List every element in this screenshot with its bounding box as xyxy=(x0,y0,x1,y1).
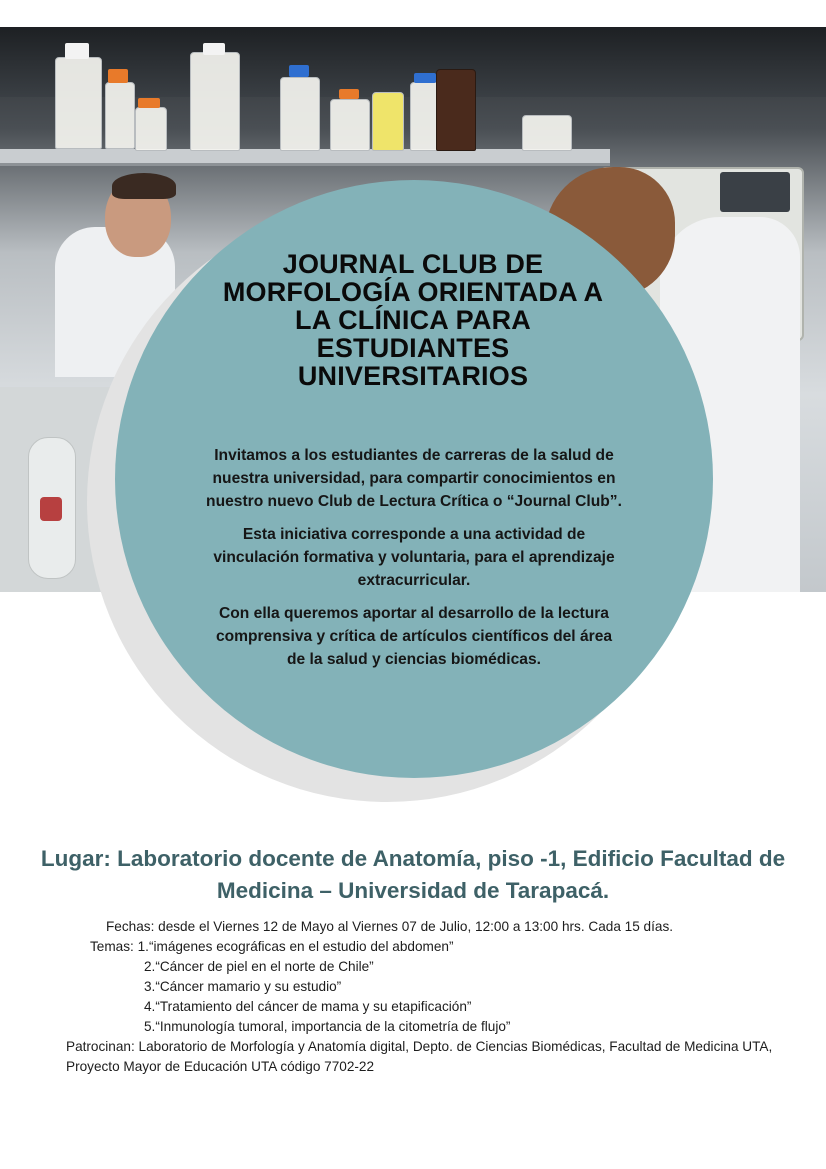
intro-paragraph: Invitamos a los estudiantes de carreras de la salud de nuestra universidad, para compartir conocimientos en nuestro nuevo Club de Lectura Crítica o “Journal Club”. xyxy=(206,447,622,510)
bottle-cap xyxy=(339,89,359,99)
bottle xyxy=(105,82,135,149)
bottle-cap xyxy=(108,69,128,83)
bottle xyxy=(330,99,370,151)
pipette-tip xyxy=(40,497,62,521)
bottle xyxy=(522,115,572,151)
event-details xyxy=(66,917,786,1077)
researcher-hair xyxy=(112,173,176,199)
location-heading: Lugar: Laboratorio docente de Anatomía, piso -1, Edificio Facultad de Medicina – Universidad de Tarapacá. xyxy=(40,846,786,903)
lab-shelf xyxy=(0,149,610,166)
bottle xyxy=(280,77,320,151)
dates-line: Fechas: desde el Viernes 12 de Mayo al Viernes 07 de Julio, 12:00 a 13:00 hrs. Cada 15 días. xyxy=(106,919,674,934)
bottle-cap xyxy=(203,43,225,55)
topic-item: 1.“imágenes ecográficas en el estudio del abdomen” xyxy=(137,939,454,954)
topic-item: 2.“Cáncer de piel en el norte de Chile” xyxy=(144,959,374,974)
bottle xyxy=(436,69,476,151)
bottle-cap xyxy=(289,65,309,77)
intro-paragraph: Con ella queremos aportar al desarrollo de la lectura comprensiva y crítica de artículos científicos del área de la salud y ciencias biomédicas. xyxy=(215,605,613,668)
intro-text xyxy=(205,444,623,681)
topics-label: Temas: xyxy=(90,939,134,954)
bottle xyxy=(372,92,404,151)
bottle xyxy=(55,57,102,149)
intro-paragraph: Esta iniciativa corresponde a una actividad de vinculación formativa y voluntaria, para el aprendizaje extracurricular. xyxy=(213,526,615,589)
bottle xyxy=(135,107,167,151)
topic-item: 5.“Inmunología tumoral, importancia de la citometría de flujo” xyxy=(144,1019,511,1034)
bottle-cap xyxy=(414,73,436,83)
bottle-cap xyxy=(65,43,89,59)
topic-item: 4.“Tratamiento del cáncer de mama y su etapificación” xyxy=(144,999,472,1014)
topic-item: 3.“Cáncer mamario y su estudio” xyxy=(144,979,342,994)
topics-line xyxy=(66,937,786,957)
lab-machine-screen xyxy=(720,172,790,212)
bottle xyxy=(190,52,240,151)
page-title: JOURNAL CLUB DE MORFOLOGÍA ORIENTADA A LA CLÍNICA PARA ESTUDIANTES UNIVERSITARIOS xyxy=(222,249,604,391)
sponsors-line: Patrocinan: Laboratorio de Morfología y Anatomía digital, Depto. de Ciencias Biomédicas, Facultad de Medicina UTA, Proyecto Mayor de Educación UTA código 7702-22 xyxy=(66,1039,773,1074)
bottle-cap xyxy=(138,98,160,108)
